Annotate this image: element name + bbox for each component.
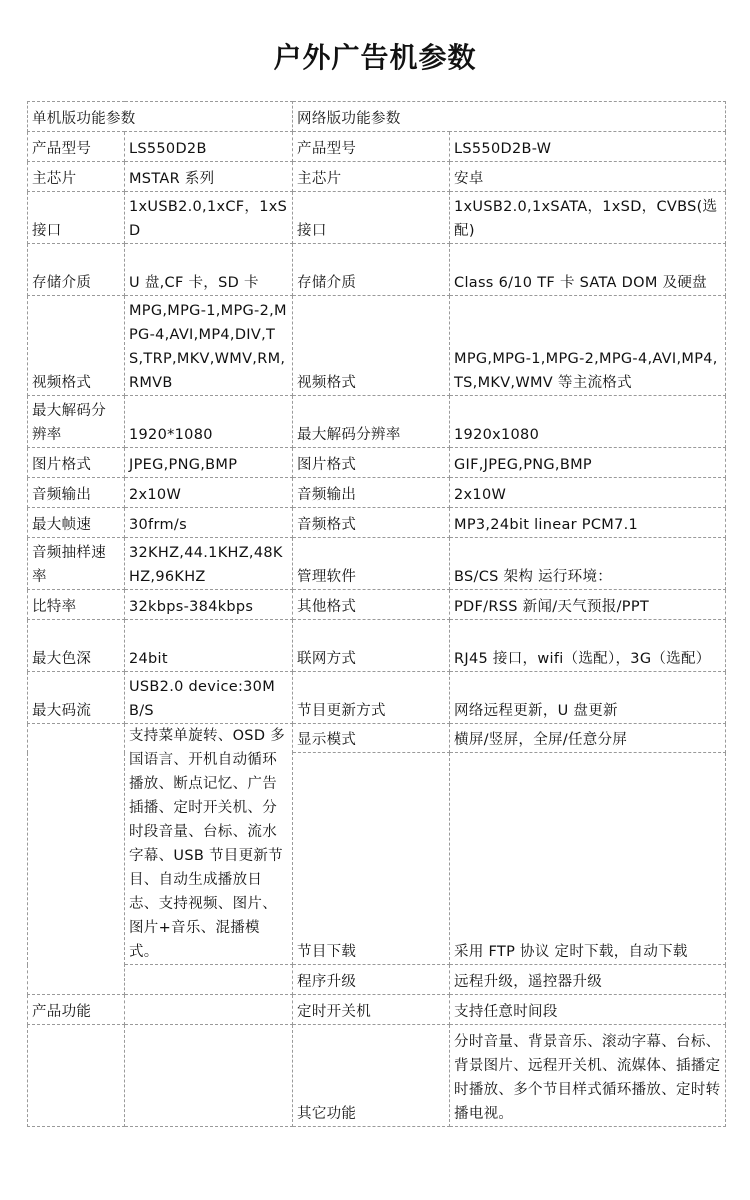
network-value: BS/CS 架构 运行环境： [450, 538, 726, 590]
network-value: LS550D2B-W [450, 132, 726, 162]
standalone-value: 1920*1080 [125, 396, 293, 448]
network-label: 接口 [293, 192, 450, 244]
standalone-label: 最大帧速 [28, 508, 125, 538]
standalone-label: 视频格式 [28, 296, 125, 396]
spec-table [27, 101, 726, 1127]
table-row [28, 995, 726, 1025]
program-download-label: 节目下载 [293, 753, 450, 965]
standalone-label: 比特率 [28, 590, 125, 620]
standalone-value: 24bit [125, 620, 293, 672]
network-value: 2x10W [450, 478, 726, 508]
standalone-label: 最大解码分辨率 [28, 396, 125, 448]
network-label: 视频格式 [293, 296, 450, 396]
network-label: 音频输出 [293, 478, 450, 508]
standalone-value: LS550D2B [125, 132, 293, 162]
network-label: 音频格式 [293, 508, 450, 538]
table-row [28, 538, 726, 590]
network-value: GIF,JPEG,PNG,BMP [450, 448, 726, 478]
network-label: 管理软件 [293, 538, 450, 590]
table-row [28, 620, 726, 672]
network-value: RJ45 接口，wifi（选配），3G（选配） [450, 620, 726, 672]
program-upgrade-value: 远程升级，遥控器升级 [450, 965, 726, 995]
table-row [28, 192, 726, 244]
table-row [28, 590, 726, 620]
product-function-spacer [28, 724, 125, 995]
network-label: 图片格式 [293, 448, 450, 478]
standalone-value: 32kbps-384kbps [125, 590, 293, 620]
network-label: 存储介质 [293, 244, 450, 296]
other-function-value: 分时音量、背景音乐、滚动字幕、台标、背景图片、远程开关机、流媒体、插播定时播放、多个节目样式循环播放、定时转播电视。 [450, 1025, 726, 1127]
network-label: 其他格式 [293, 590, 450, 620]
table-header-row [28, 102, 726, 132]
standalone-label: 音频抽样速率 [28, 538, 125, 590]
standalone-value: JPEG,PNG,BMP [125, 448, 293, 478]
other-function-label: 其它功能 [293, 1025, 450, 1127]
standalone-label: 音频输出 [28, 478, 125, 508]
network-value: Class 6/10 TF 卡 SATA DOM 及硬盘 [450, 244, 726, 296]
table-row [28, 672, 726, 724]
network-value: MPG,MPG-1,MPG-2,MPG-4,AVI,MP4, TS,MKV,WMV 等主流格式 [450, 296, 726, 396]
standalone-label: 主芯片 [28, 162, 125, 192]
table-row [28, 132, 726, 162]
table-row [28, 244, 726, 296]
standalone-value: MPG,MPG-1,MPG-2,MPG-4,AVI,MP4,DIV,TS,TRP,MKV,WMV,RM,RMVB [125, 296, 293, 396]
upgrade-label-spacer [125, 965, 293, 995]
page-title: 户外广告机参数 [273, 41, 477, 74]
other-left-empty [28, 1025, 125, 1127]
network-value: 网络远程更新，U 盘更新 [450, 672, 726, 724]
program-upgrade-label: 程序升级 [293, 965, 450, 995]
standalone-label: 产品型号 [28, 132, 125, 162]
standalone-label: 存储介质 [28, 244, 125, 296]
standalone-value: 32KHZ,44.1KHZ,48KHZ,96KHZ [125, 538, 293, 590]
table-row [28, 162, 726, 192]
program-download-value: 采用 FTP 协议 定时下载，自动下载 [450, 753, 726, 965]
standalone-value: MSTAR 系列 [125, 162, 293, 192]
network-label: 最大解码分辨率 [293, 396, 450, 448]
timer-value: 支持任意时间段 [450, 995, 726, 1025]
table-row [28, 965, 726, 995]
standalone-label: 接口 [28, 192, 125, 244]
product-function-empty [125, 995, 293, 1025]
network-header: 网络版功能参数 [293, 102, 726, 132]
network-value: 1920x1080 [450, 396, 726, 448]
standalone-value: 30frm/s [125, 508, 293, 538]
network-value: 1xUSB2.0,1xSATA，1xSD，CVBS(选配) [450, 192, 726, 244]
product-function-desc: 支持菜单旋转、OSD 多国语言、开机自动循环播放、断点记忆、广告插播、定时开关机、分时段音量、台标、流水字幕、USB 节目更新节目、自动生成播放日志、支持视频、图片、图片+音乐、混播模式。 [125, 724, 293, 965]
network-label: 联网方式 [293, 620, 450, 672]
network-value: MP3,24bit linear PCM7.1 [450, 508, 726, 538]
timer-label: 定时开关机 [293, 995, 450, 1025]
table-row [28, 1025, 726, 1127]
table-row [28, 724, 726, 753]
network-label: 主芯片 [293, 162, 450, 192]
network-label: 产品型号 [293, 132, 450, 162]
network-label: 节目更新方式 [293, 672, 450, 724]
standalone-value: USB2.0 device:30MB/S [125, 672, 293, 724]
network-value: PDF/RSS 新闻/天气预报/PPT [450, 590, 726, 620]
standalone-header: 单机版功能参数 [28, 102, 293, 132]
table-row [28, 448, 726, 478]
table-row [28, 396, 726, 448]
standalone-value: U 盘,CF 卡，SD 卡 [125, 244, 293, 296]
standalone-label: 最大码流 [28, 672, 125, 724]
standalone-label: 最大色深 [28, 620, 125, 672]
standalone-value: 2x10W [125, 478, 293, 508]
other-mid-empty [125, 1025, 293, 1127]
product-function-label: 产品功能 [28, 995, 125, 1025]
table-row [28, 508, 726, 538]
standalone-value: 1xUSB2.0,1xCF，1xSD [125, 192, 293, 244]
standalone-label: 图片格式 [28, 448, 125, 478]
display-mode-value: 横屏/竖屏，全屏/任意分屏 [450, 724, 726, 753]
network-value: 安卓 [450, 162, 726, 192]
table-row [28, 478, 726, 508]
table-row [28, 296, 726, 396]
display-mode-label: 显示模式 [293, 724, 450, 753]
